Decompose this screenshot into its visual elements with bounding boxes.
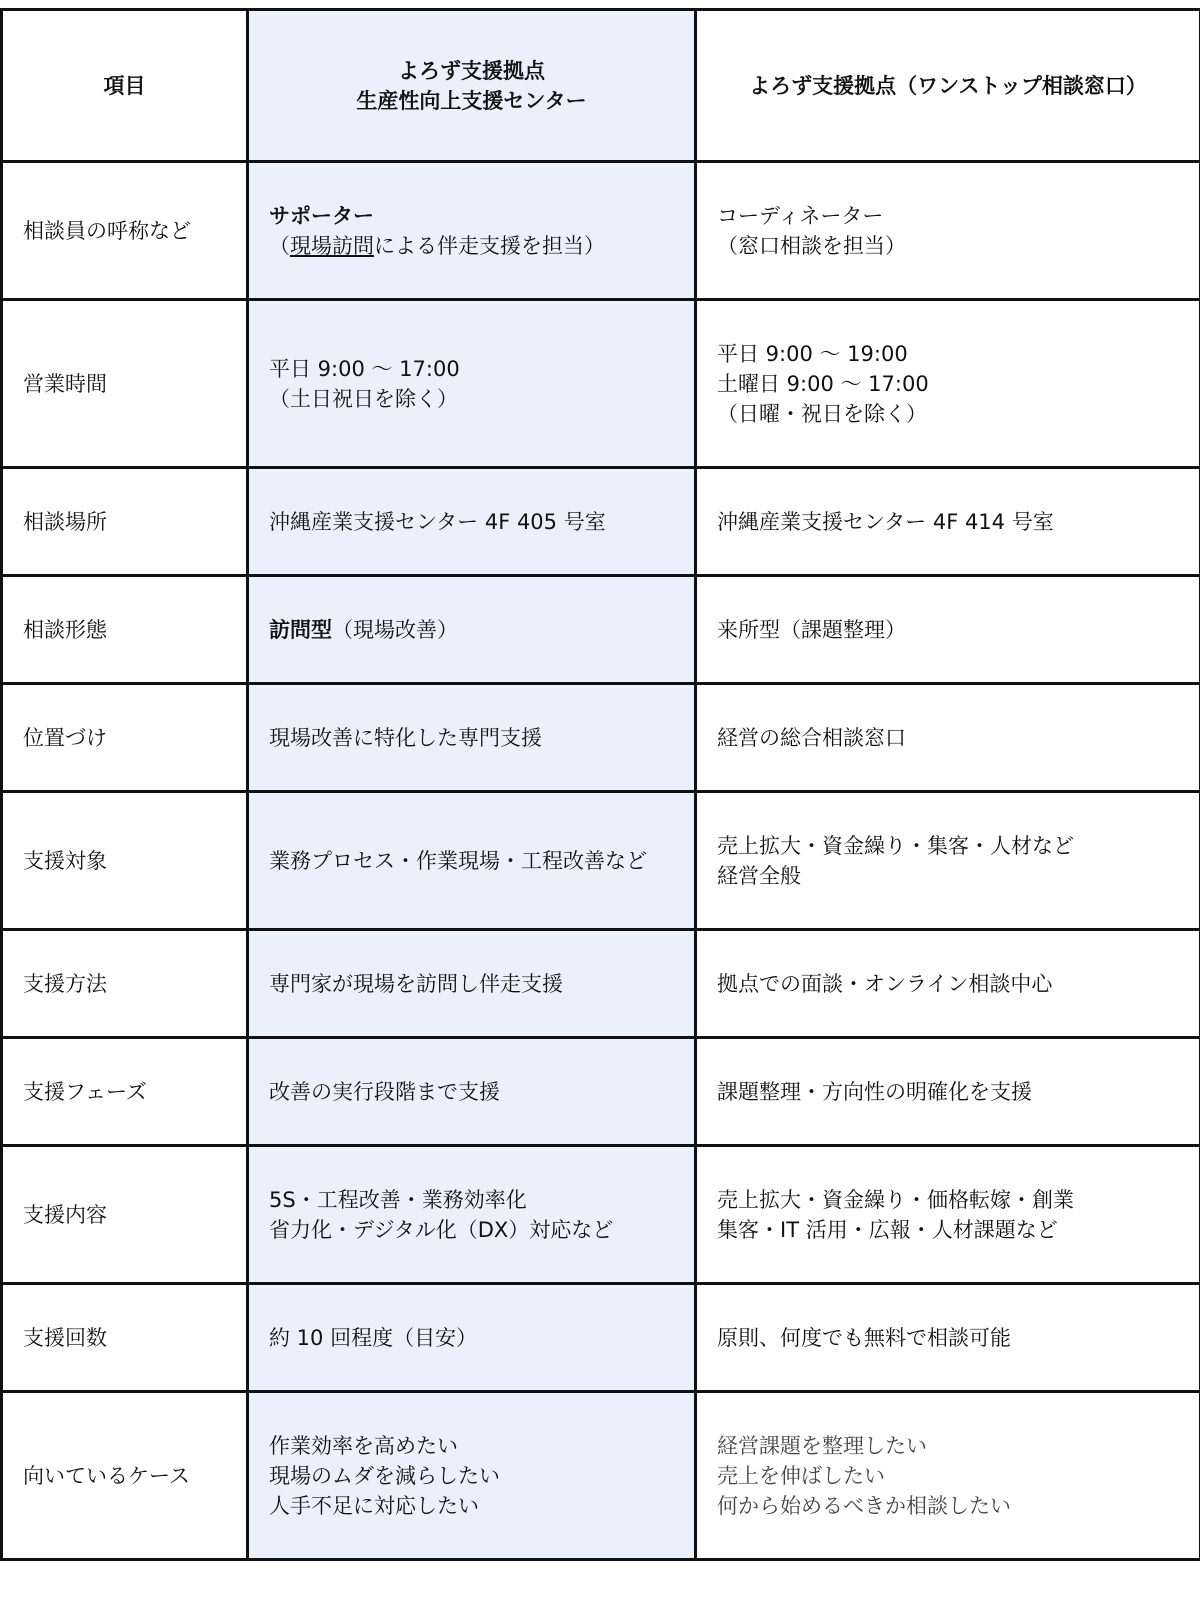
window-cell <box>696 1038 1200 1146</box>
center-cell <box>248 576 696 684</box>
window-cell <box>696 1146 1200 1284</box>
window-line: 平日 9:00 〜 19:00 <box>717 341 908 366</box>
comparison-table <box>0 8 1200 1561</box>
center-title: サポーター <box>269 203 374 228</box>
row-label: 支援フェーズ <box>2 1038 248 1146</box>
center-cell <box>248 930 696 1038</box>
window-line: 原則、何度でも無料で相談可能 <box>717 1325 1011 1350</box>
window-line: 売上拡大・資金繰り・集客・人材など <box>717 833 1074 858</box>
center-line: 人手不足に対応したい <box>269 1493 479 1518</box>
window-line: 売上拡大・資金繰り・価格転嫁・創業 <box>717 1187 1074 1212</box>
window-cell <box>696 162 1200 300</box>
table-row <box>2 162 1200 300</box>
window-line: 経営課題を整理したい <box>717 1433 927 1458</box>
window-cell <box>696 300 1200 468</box>
center-line: 専門家が現場を訪問し伴走支援 <box>269 971 563 996</box>
header-window: よろず支援拠点（ワンストップ相談窓口） <box>696 10 1200 162</box>
center-line: 平日 9:00 〜 17:00 <box>269 356 460 381</box>
table-row <box>2 792 1200 930</box>
window-cell <box>696 930 1200 1038</box>
center-cell <box>248 1038 696 1146</box>
table-row <box>2 300 1200 468</box>
center-line: 現場改善に特化した専門支援 <box>269 725 542 750</box>
center-line: 約 10 回程度（目安） <box>269 1325 478 1350</box>
row-label: 相談員の呼称など <box>2 162 248 300</box>
window-line: コーディネーター <box>717 203 884 228</box>
row-label: 位置づけ <box>2 684 248 792</box>
center-line: 5S・工程改善・業務効率化 <box>269 1187 527 1212</box>
header-center-line1: よろず支援拠点 <box>398 58 545 83</box>
row-label: 支援方法 <box>2 930 248 1038</box>
center-cell <box>248 1146 696 1284</box>
row-label: 相談場所 <box>2 468 248 576</box>
row-label: 支援内容 <box>2 1146 248 1284</box>
window-cell <box>696 792 1200 930</box>
center-cell <box>248 792 696 930</box>
window-line: 沖縄産業支援センター 4F 414 号室 <box>717 509 1054 534</box>
window-line: （窓口相談を担当） <box>717 233 906 258</box>
header-center-line2: 生産性向上支援センター <box>356 88 587 113</box>
center-rest: による伴走支援を担当） <box>374 233 605 258</box>
center-line: 沖縄産業支援センター 4F 405 号室 <box>269 509 606 534</box>
center-bold: 訪問型 <box>269 617 332 642</box>
window-cell <box>696 468 1200 576</box>
row-label: 支援対象 <box>2 792 248 930</box>
table-row <box>2 930 1200 1038</box>
window-line: 課題整理・方向性の明確化を支援 <box>717 1079 1032 1104</box>
center-cell <box>248 162 696 300</box>
center-line: （土日祝日を除く） <box>269 386 458 411</box>
center-cell <box>248 468 696 576</box>
window-cell <box>696 684 1200 792</box>
center-underlined: 現場訪問 <box>290 233 374 258</box>
row-label: 営業時間 <box>2 300 248 468</box>
row-label: 向いているケース <box>2 1392 248 1560</box>
window-line: 経営の総合相談窓口 <box>717 725 906 750</box>
table-row <box>2 1284 1200 1392</box>
center-cell <box>248 1284 696 1392</box>
header-center <box>248 10 696 162</box>
table-row <box>2 684 1200 792</box>
center-line: 改善の実行段階まで支援 <box>269 1079 500 1104</box>
center-line: 業務プロセス・作業現場・工程改善など <box>269 848 647 873</box>
center-rest: （現場改善） <box>332 617 458 642</box>
center-line: 作業効率を高めたい <box>269 1433 458 1458</box>
center-cell <box>248 684 696 792</box>
row-label: 相談形態 <box>2 576 248 684</box>
window-line: 土曜日 9:00 〜 17:00 <box>717 371 929 396</box>
center-line <box>269 615 694 645</box>
table-row <box>2 1392 1200 1560</box>
table-row <box>2 576 1200 684</box>
window-line: 集客・IT 活用・広報・人材課題など <box>717 1217 1058 1242</box>
window-cell <box>696 1284 1200 1392</box>
window-line: （日曜・祝日を除く） <box>717 401 927 426</box>
center-cell <box>248 300 696 468</box>
window-line: 来所型（課題整理） <box>717 617 906 642</box>
table-row <box>2 1038 1200 1146</box>
center-paren: （ <box>269 233 290 258</box>
window-line: 何から始めるべきか相談したい <box>717 1493 1011 1518</box>
center-line: 現場のムダを減らしたい <box>269 1463 500 1488</box>
window-line: 売上を伸ばしたい <box>717 1463 885 1488</box>
center-line: 省力化・デジタル化（DX）対応など <box>269 1217 614 1242</box>
center-desc <box>269 231 694 261</box>
center-cell <box>248 1392 696 1560</box>
header-item: 項目 <box>2 10 248 162</box>
window-cell <box>696 576 1200 684</box>
table-row <box>2 1146 1200 1284</box>
row-label: 支援回数 <box>2 1284 248 1392</box>
window-cell <box>696 1392 1200 1560</box>
table-row <box>2 468 1200 576</box>
header-row <box>2 10 1200 162</box>
window-line: 経営全般 <box>717 863 801 888</box>
window-line: 拠点での面談・オンライン相談中心 <box>717 971 1053 996</box>
